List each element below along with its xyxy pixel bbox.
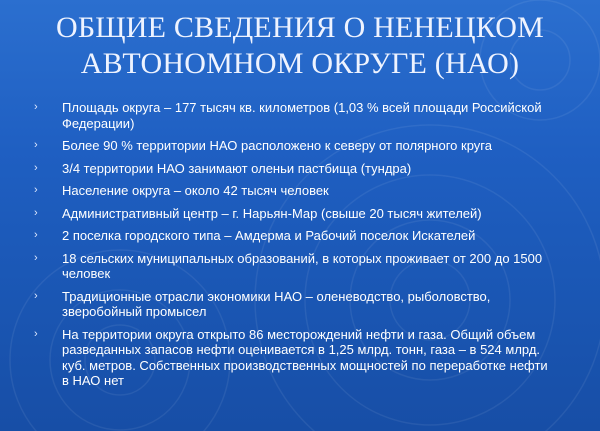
bullet-text: Население округа – около 42 тысяч человек xyxy=(62,183,329,198)
bullet-item-area xyxy=(34,100,554,131)
slide-title xyxy=(40,10,560,82)
slide-title-line-2: АВТОНОМНОМ ОКРУГЕ (НАО) xyxy=(80,47,520,80)
bullet-item-admin-center xyxy=(34,206,554,222)
bullet-text: 18 сельских муниципальных образований, в которых проживает от 200 до 1500 человек xyxy=(62,250,543,281)
bullet-marker-icon: › xyxy=(34,289,38,302)
bullet-item-pastures xyxy=(34,161,554,177)
bullet-text: Площадь округа – 177 тысяч кв. километров (1,03 % всей площади Российской Федерации) xyxy=(62,100,542,131)
bullet-text: На территории округа открыто 86 месторождений нефти и газа. Общий объем разведанных запасов нефти оценивается в 1,25 млрд. тонн, газа – в 524 млрд. куб. метров. Собственных производственных мощностей по переработке нефти в НАО нет xyxy=(62,326,548,388)
bullet-text: Традиционные отрасли экономики НАО – оленеводство, рыболовство, зверобойный промысел xyxy=(62,288,491,319)
bullet-list xyxy=(34,100,554,389)
bullet-marker-icon: › xyxy=(34,184,38,196)
bullet-text: 2 поселка городского типа – Амдерма и Рабочий поселок Искателей xyxy=(62,228,476,243)
bullet-marker-icon: › xyxy=(34,101,38,113)
bullet-marker-icon: › xyxy=(34,327,38,340)
bullet-item-municipalities xyxy=(34,251,554,282)
bullet-item-settlements xyxy=(34,228,554,244)
bullet-marker-icon: › xyxy=(34,161,38,174)
bullet-text: Более 90 % территории НАО расположено к северу от полярного круга xyxy=(62,138,492,153)
bullet-text: 3/4 территории НАО занимают оленьи пастбища (тундра) xyxy=(62,160,412,176)
bullet-marker-icon: › xyxy=(34,251,38,264)
bullet-item-population xyxy=(34,183,554,199)
bullet-marker-icon: › xyxy=(34,139,38,151)
bullet-item-arctic xyxy=(34,138,554,154)
bullet-text: Административный центр – г. Нарьян-Мар (свыше 20 тысяч жителей) xyxy=(62,205,482,221)
bullet-item-oil-gas xyxy=(34,327,554,389)
slide-title-line-1: ОБЩИЕ СВЕДЕНИЯ О НЕНЕЦКОМ xyxy=(55,11,545,44)
bullet-item-economy xyxy=(34,289,554,320)
bullet-marker-icon: › xyxy=(34,229,38,241)
bullet-marker-icon: › xyxy=(34,206,38,219)
